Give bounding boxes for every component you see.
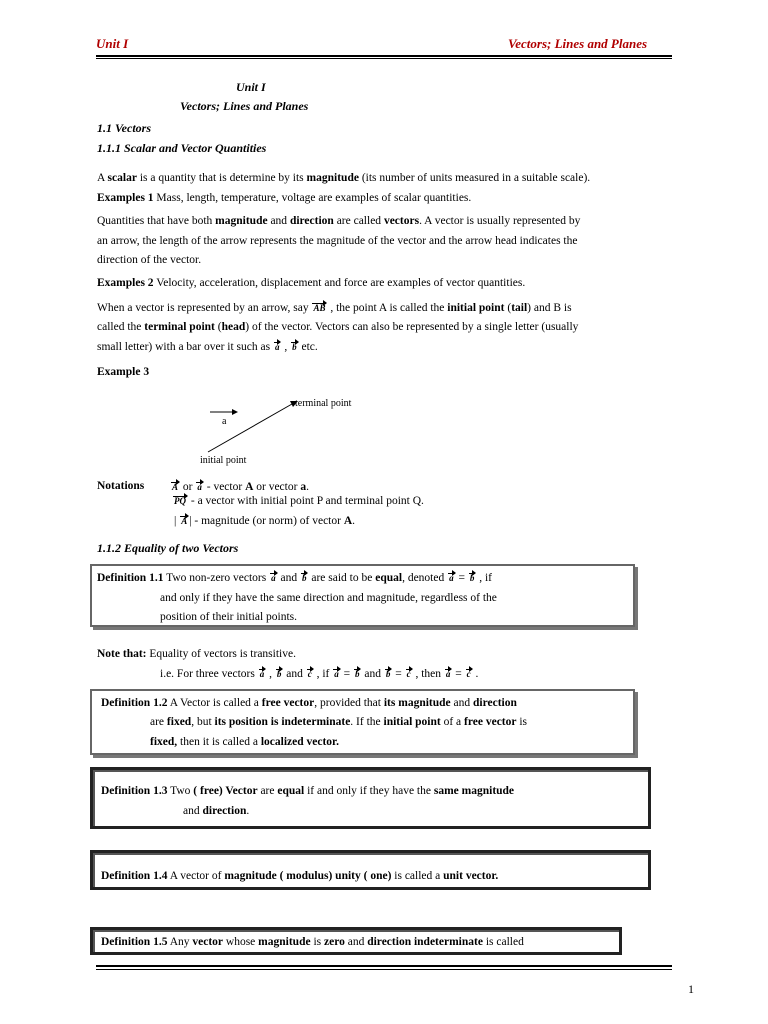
definition-1-2-line1: Definition 1.2 A Vector is called a free vector, provided that its magnitude and direction (101, 697, 517, 709)
definition-1-4-line1: Definition 1.4 A vector of magnitude ( modulus) unity ( one) is called a unit vector. (101, 870, 499, 882)
small-arrow-head (232, 409, 238, 415)
scalar-definition: A scalar is a quantity that is determine by its magnitude (its number of units measured in a suitable scale). (97, 172, 591, 184)
footer-rule (96, 965, 672, 967)
notation-line1: A or a - vector A or vector a. (172, 481, 309, 493)
definition-1-1-line2: and only if they have the same direction and magnitude, regardless of the (160, 592, 497, 604)
page-number: 1 (688, 982, 694, 996)
section-1-1-1: 1.1.1 Scalar and Vector Quantities (97, 141, 267, 155)
section-1-1-2: 1.1.2 Equality of two Vectors (97, 541, 239, 555)
initial-point-label: initial point (200, 455, 247, 466)
header-right: Vectors; Lines and Planes (508, 36, 648, 51)
terminal-point-label: terminal point (295, 398, 352, 409)
header-rule-thin (96, 58, 672, 59)
examples-1: Examples 1 Mass, length, temperature, voltage are examples of scalar quantities. (97, 192, 472, 204)
definition-1-2-line3: fixed, then it is called a localized vector. (150, 736, 339, 748)
definition-1-5-line1: Definition 1.5 Any vector whose magnitude is zero and direction indeterminate is called (101, 936, 524, 948)
arrow-paragraph-line2: called the terminal point (head) of the vector. Vectors can also be represented by a single letter (usually (97, 321, 579, 333)
vector-definition-line2: an arrow, the length of the arrow represents the magnitude of the vector and the arrow head indicates the (97, 235, 578, 247)
definition-1-3-line1: Definition 1.3 Two ( free) Vector are equal if and only if they have the same magnitude (101, 785, 515, 797)
topic-title: Vectors; Lines and Planes (180, 99, 309, 113)
section-1-1: 1.1 Vectors (97, 121, 151, 135)
notation-line2: PQ - a vector with initial point P and terminal point Q. (174, 495, 424, 507)
definition-1-1-line3: position of their initial points. (160, 611, 298, 623)
notation-line3: | A | - magnitude (or norm) of vector A. (174, 515, 356, 527)
example-3-label: Example 3 (97, 366, 150, 378)
note-line1: Note that: Equality of vectors is transitive. (97, 648, 296, 660)
definition-1-3-line2: and direction. (183, 805, 250, 817)
header-rule (96, 55, 672, 57)
definition-1-1-line1: Definition 1.1 Two non-zero vectors a and b are said to be equal, denoted a = b , if (97, 572, 492, 584)
vector-line (208, 404, 292, 452)
vector-definition-line1: Quantities that have both magnitude and direction are called vectors. A vector is usually represented by (97, 215, 581, 227)
definition-1-2-line2: are fixed, but its position is indeterminate. If the initial point of a free vector is (150, 716, 528, 728)
vector-definition-line3: direction of the vector. (97, 254, 202, 266)
note-line2: i.e. For three vectors a , b and c , if a = b and b = c , then a = c . (160, 668, 479, 680)
definition-1-3-box (90, 767, 651, 829)
arrow-paragraph-line1: When a vector is represented by an arrow, say AB , the point A is called the initial point (tail) and B is (97, 302, 572, 314)
header-left: Unit I (96, 36, 129, 51)
footer-rule-thin (96, 969, 672, 970)
unit-title: Unit I (236, 80, 266, 94)
examples-2: Examples 2 Velocity, acceleration, displacement and force are examples of vector quantities. (97, 277, 526, 289)
notations-label: Notations (97, 480, 145, 492)
arrow-paragraph-line3: small letter) with a bar over it such as a , b etc. (97, 341, 318, 353)
vector-a-label: a (222, 416, 227, 427)
